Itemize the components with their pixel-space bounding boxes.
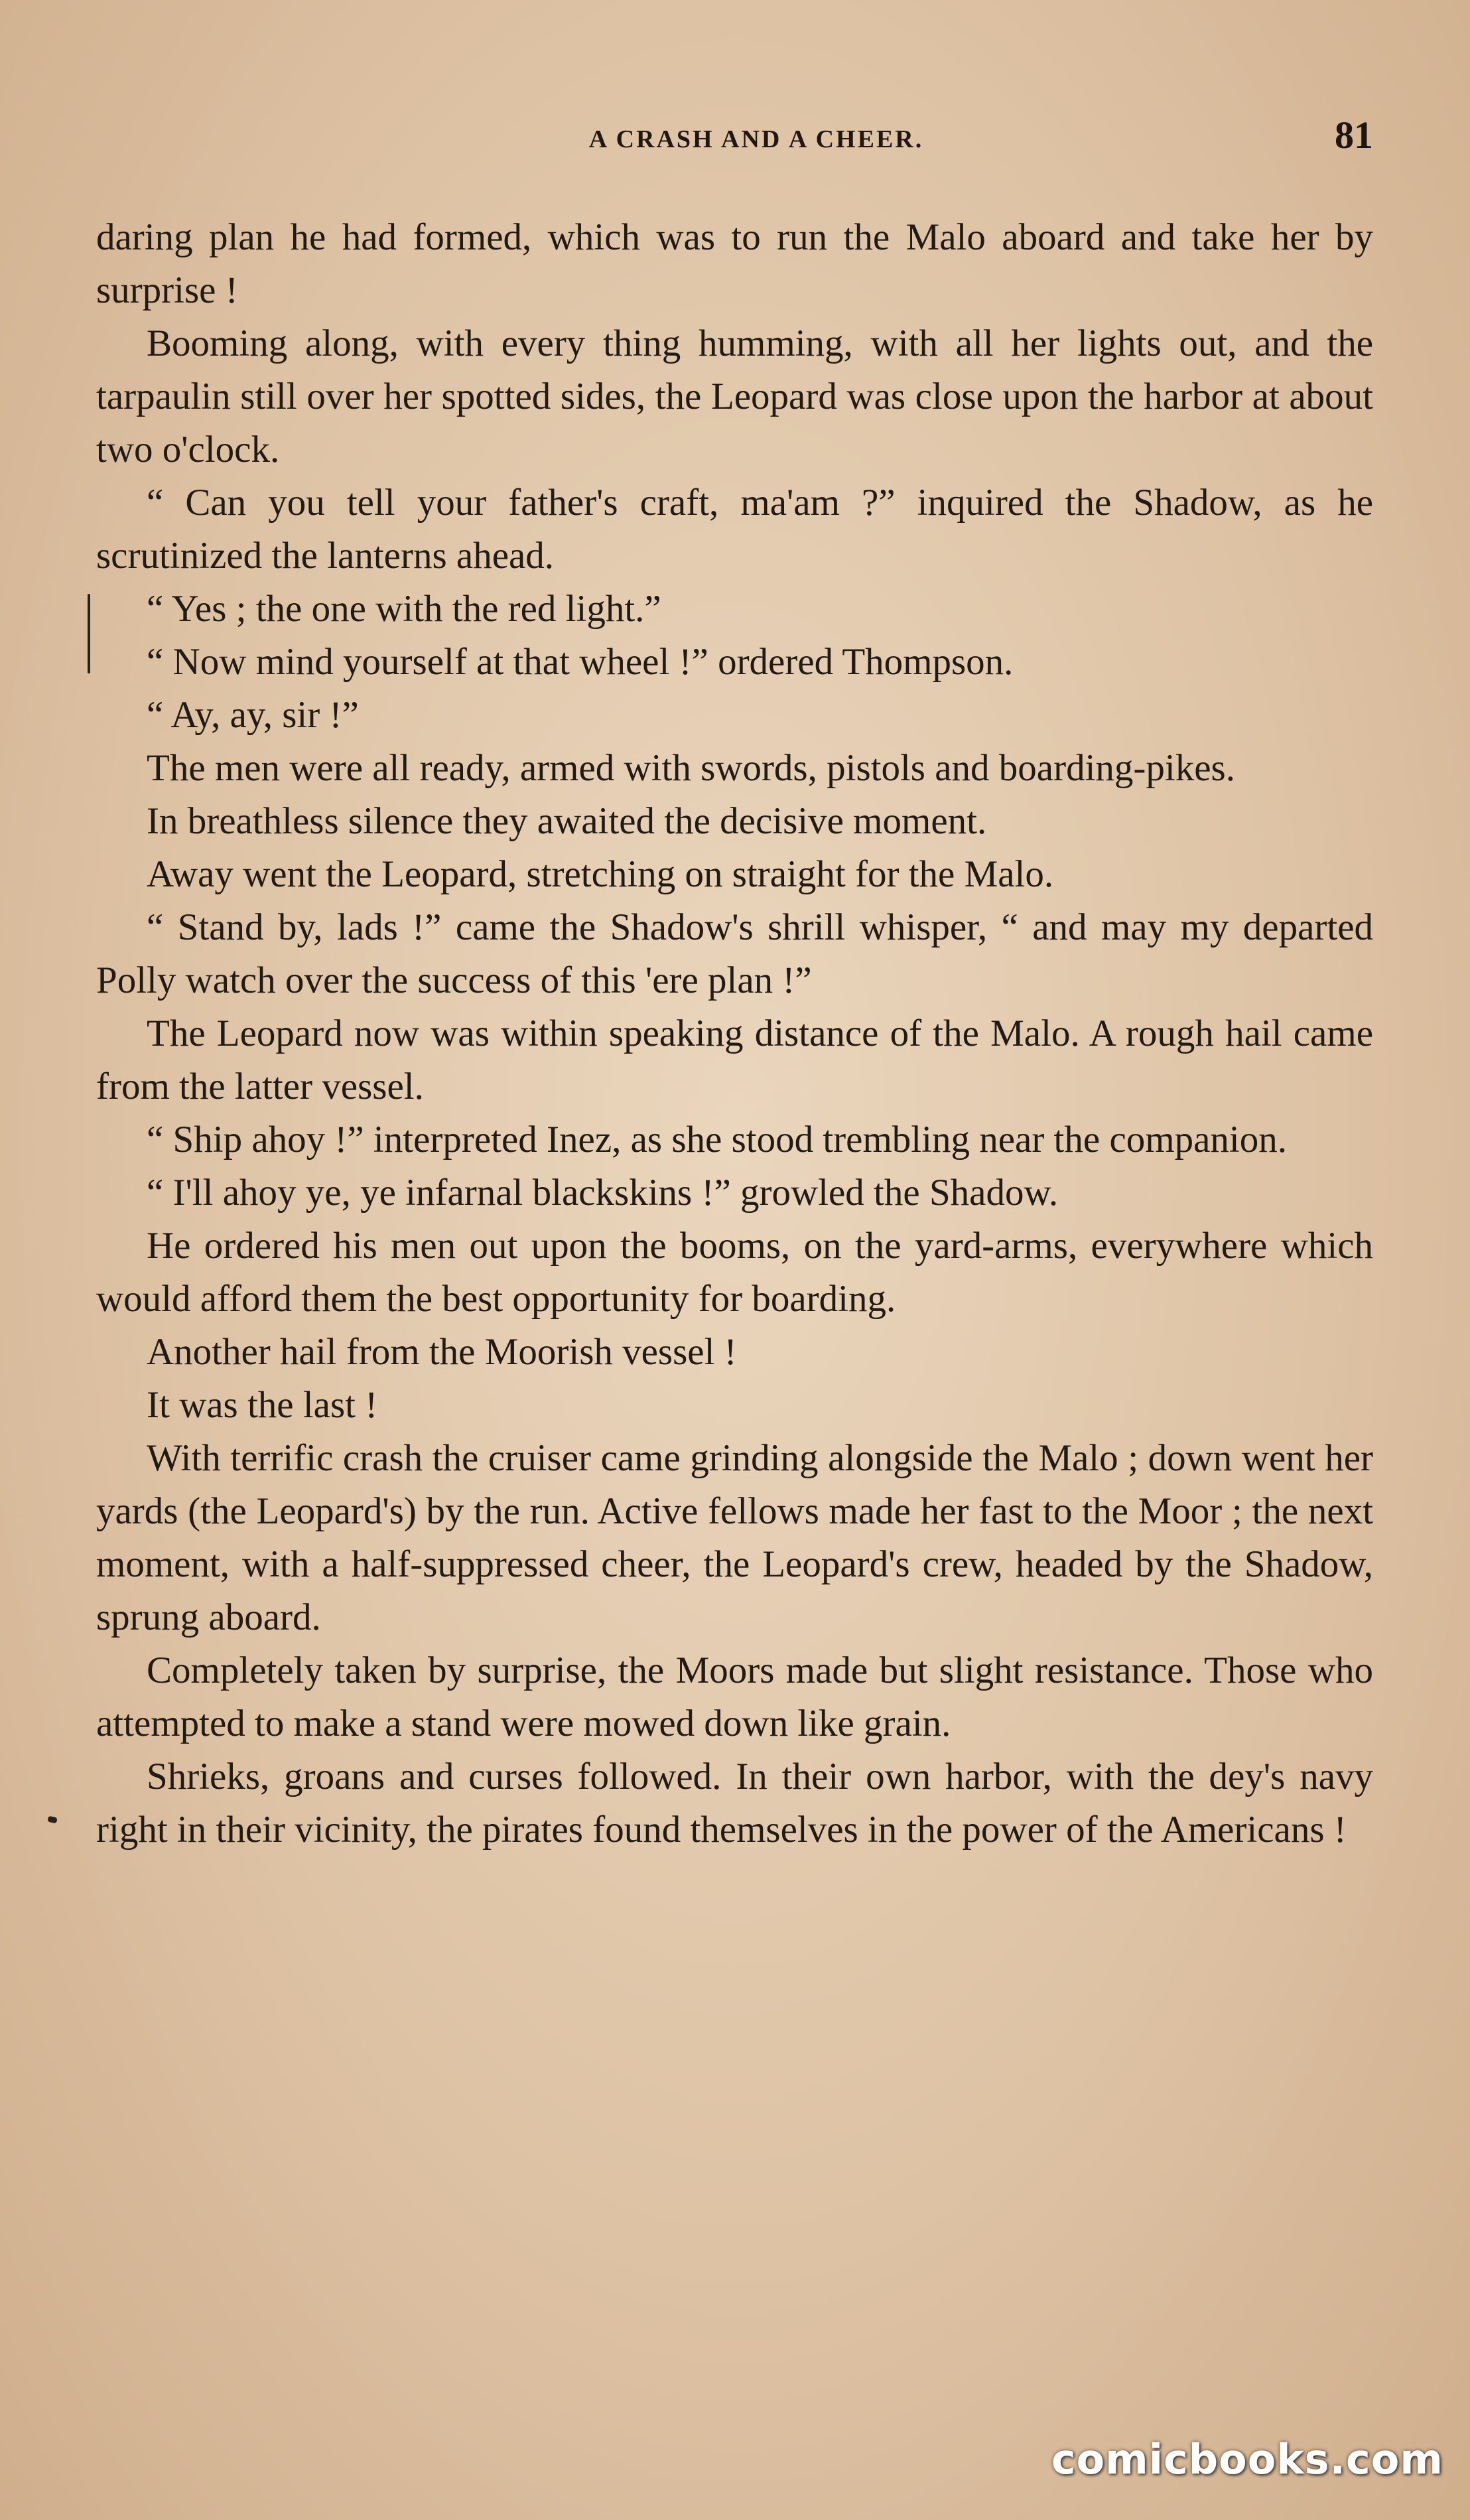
paragraph: Shrieks, groans and curses followed. In their own harbor, with the dey's navy right in their vicinity, the pirates found themselves in the power of the Americans ! <box>96 1756 1373 1851</box>
margin-pencil-mark <box>88 594 90 673</box>
paragraph: “ Stand by, lads !” came the Shadow's shrill whisper, “ and may my departed Polly watch over the success of this 'ere plan !” <box>96 906 1373 1001</box>
paragraph: “ I'll ahoy ye, ye infarnal blackskins !” growled the Shadow. <box>147 1172 1059 1214</box>
margin-bullet-mark <box>47 1816 58 1824</box>
paragraph: Booming along, with every thing humming, with all her lights out, and the tarpaulin still over her spotted sides, the Leopard was close upon the harbor at about two o'clock. <box>96 322 1373 470</box>
paragraph: Completely taken by surprise, the Moors made but slight resistance. Those who attempted to make a stand were mowed down like grain. <box>96 1649 1373 1744</box>
paragraph: daring plan he had formed, which was to run the Malo aboard and take her by surprise ! <box>96 216 1373 311</box>
paragraph: “ Yes ; the one with the red light.” <box>147 588 661 630</box>
page-number: 81 <box>1335 113 1373 157</box>
paragraph: With terrific crash the cruiser came grinding alongside the Malo ; down went her yards (the Leopard's) by the run. Active fellows made her fast to the Moor ; the next moment, with a half-suppressed cheer, the Leopard's crew, headed by the Shadow, sprung aboard. <box>96 1437 1373 1638</box>
paragraph: “ Ay, ay, sir !” <box>147 694 359 736</box>
watermark-logo: comicbooks.com <box>1051 2435 1443 2484</box>
paragraph: In breathless silence they awaited the decisive moment. <box>147 800 987 842</box>
body-text <box>96 211 1373 1856</box>
paragraph: Another hail from the Moorish vessel ! <box>147 1331 737 1373</box>
running-title: A CRASH AND A CHEER. <box>588 125 924 153</box>
paragraph: “ Now mind yourself at that wheel !” ordered Thompson. <box>147 641 1014 683</box>
page-header <box>139 113 1373 166</box>
paragraph: The men were all ready, armed with swords, pistols and boarding-pikes. <box>147 747 1235 789</box>
paragraph: The Leopard now was within speaking distance of the Malo. A rough hail came from the latter vessel. <box>96 1013 1373 1107</box>
paragraph: “ Ship ahoy !” interpreted Inez, as she stood trembling near the companion. <box>147 1119 1287 1160</box>
paragraph: “ Can you tell your father's craft, ma'am ?” inquired the Shadow, as he scrutinized the lanterns ahead. <box>96 482 1373 577</box>
paragraph: Away went the Leopard, stretching on straight for the Malo. <box>147 853 1054 895</box>
paragraph: It was the last ! <box>147 1384 378 1426</box>
paragraph: He ordered his men out upon the booms, on the yard-arms, everywhere which would afford them the best opportunity for boarding. <box>96 1225 1373 1320</box>
